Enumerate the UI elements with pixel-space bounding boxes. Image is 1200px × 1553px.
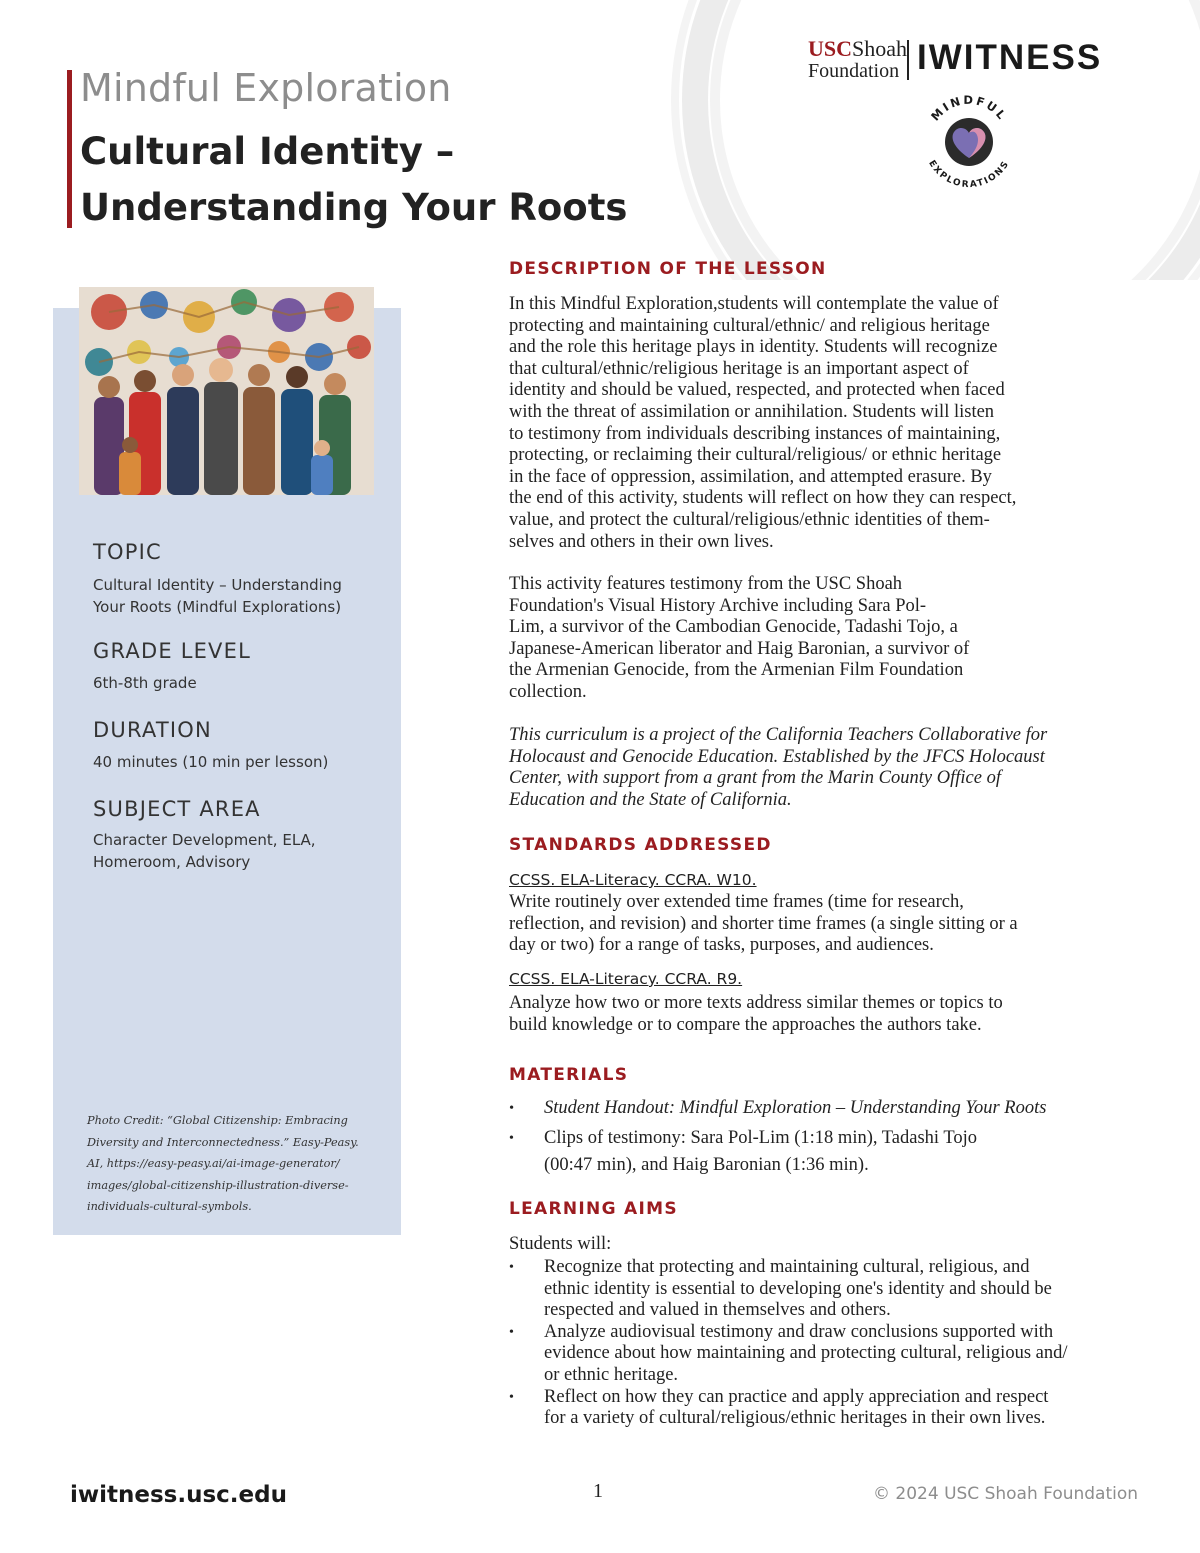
- duration-label: DURATION: [93, 718, 212, 742]
- usc-shoah-logo: [808, 38, 907, 60]
- standard-text-r9: Analyze how two or more texts address similar themes or topics to build knowledge or to compare the approaches the authors take.: [509, 993, 1003, 1035]
- topic-value: Cultural Identity – Understanding Your Roots (Mindful Explorations): [93, 576, 342, 616]
- subject-area-label: SUBJECT AREA: [93, 797, 261, 821]
- standard-code-w10: CCSS. ELA-Literacy. CCRA. W10.: [509, 871, 757, 889]
- duration-value: 40 minutes (10 min per lesson): [93, 753, 329, 771]
- title-line-1: Cultural Identity –: [80, 130, 455, 173]
- document-kicker: Mindful Exploration: [80, 66, 452, 110]
- document-title: [80, 124, 627, 236]
- bullet-icon: •: [509, 1260, 514, 1275]
- description-paragraph-2: This activity features testimony from the USC Shoah Foundation's Visual History Archive including Sara Pol- Lim, a survivor of the Cambodian Genocide, Tadashi Tojo, a Japanese-American liberator and Haig Baronian, a survivor of the Armenian Genocide, from the Armenian Film Foundation collection.: [509, 574, 970, 702]
- list-item: • Recognize that protecting and maintaining cultural, religious, and ethnic identity is essential to developing one's identity and should be respected and valued in themselves and others.: [509, 1257, 1052, 1321]
- decorative-brush-ring: [620, 0, 1200, 280]
- foundation-wordmark: Foundation: [808, 60, 900, 82]
- copyright-notice: © 2024 USC Shoah Foundation: [873, 1484, 1139, 1504]
- photo-credit: Photo Credit: “Global Citizenship: Embracing Diversity and Interconnectedness.” Easy-Peasy. AI, https://easy-peasy.ai/ai-image-generator/ images/global-citizenship-illustration-diverse- individuals-cultural-symbols.: [87, 1114, 359, 1213]
- description-heading: DESCRIPTION OF THE LESSON: [509, 259, 827, 279]
- list-item: • Reflect on how they can practice and apply appreciation and respect for a variety of cultural/religious/ethnic heritages in their own lives.: [509, 1386, 1049, 1429]
- topic-label: TOPIC: [93, 540, 162, 564]
- mindful-explorations-badge-icon: [914, 80, 1024, 192]
- standard-code-r9: CCSS. ELA-Literacy. CCRA. R9.: [509, 970, 743, 988]
- usc-wordmark: USC: [808, 36, 853, 61]
- learning-aims-heading: LEARNING AIMS: [509, 1199, 678, 1219]
- standards-heading: STANDARDS ADDRESSED: [509, 835, 772, 855]
- shoah-wordmark: Shoah: [852, 36, 908, 61]
- list-item: • Clips of testimony: Sara Pol-Lim (1:18 min), Tadashi Tojo (00:47 min), and Haig Baronian (1:36 min).: [509, 1125, 1084, 1179]
- materials-heading: MATERIALS: [509, 1065, 629, 1085]
- learning-aims-intro: Students will:: [509, 1234, 612, 1254]
- bullet-icon: •: [509, 1131, 514, 1146]
- page-number: 1: [593, 1480, 603, 1502]
- website-link[interactable]: iwitness.usc.edu: [70, 1482, 287, 1508]
- learning-aims-list: [509, 1257, 1084, 1430]
- grade-level-value: 6th-8th grade: [93, 674, 197, 692]
- curriculum-note: This curriculum is a project of the California Teachers Collaborative for Holocaust and Genocide Education. Established by the JFCS Holocaust Center, with support from a grant from the Marin County Office of Education and the State of California.: [509, 725, 1048, 810]
- subject-area-value: Character Development, ELA, Homeroom, Advisory: [93, 831, 316, 871]
- list-item: • Analyze audiovisual testimony and draw conclusions supported with evidence about how maintaining and protecting cultural, religious and/ or ethnic heritage.: [509, 1321, 1068, 1385]
- materials-list: [509, 1095, 1084, 1182]
- bullet-icon: •: [509, 1101, 514, 1116]
- standard-text-w10: Write routinely over extended time frames (time for research, reflection, and revision) and shorter time frames (a single sitting or a day or two) for a range of tasks, purposes, and audiences.: [509, 892, 1018, 956]
- grade-level-label: GRADE LEVEL: [93, 639, 251, 663]
- title-accent-bar: [67, 70, 72, 228]
- description-paragraph-1: In this Mindful Exploration,students will contemplate the value of protecting and maintaining cultural/ethnic/ and religious heritage and the role this heritage plays in identity. Students will recognize that cultural/ethnic/religious heritage is an important aspect of identity and should be valued, respected, and protected when faced with the threat of assimilation or annihilation. Students will listen to testimony from individuals describing instances of maintaining, protecting, or reclaiming their cultural/religious/ or ethnic heritage in the face of oppression, assimilation, and attempted erasure. By the end of this activity, students will reflect on how they can respect, value, and protect the cultural/religious/ethnic identities of them- selves and others in their own lives.: [509, 294, 1017, 552]
- iwitness-logo: IWITNESS: [917, 38, 1103, 77]
- diverse-people-illustration-image: [79, 287, 374, 495]
- bullet-icon: •: [509, 1389, 514, 1405]
- list-item: • Student Handout: Mindful Exploration – Understanding Your Roots: [509, 1095, 1084, 1122]
- svg-text:EXPLORATIONS: EXPLORATIONS: [926, 158, 1012, 191]
- bullet-icon: •: [509, 1324, 514, 1340]
- svg-text:MINDFUL: MINDFUL: [928, 92, 1011, 124]
- logo-divider: [907, 40, 909, 80]
- title-line-2: Understanding Your Roots: [80, 186, 628, 229]
